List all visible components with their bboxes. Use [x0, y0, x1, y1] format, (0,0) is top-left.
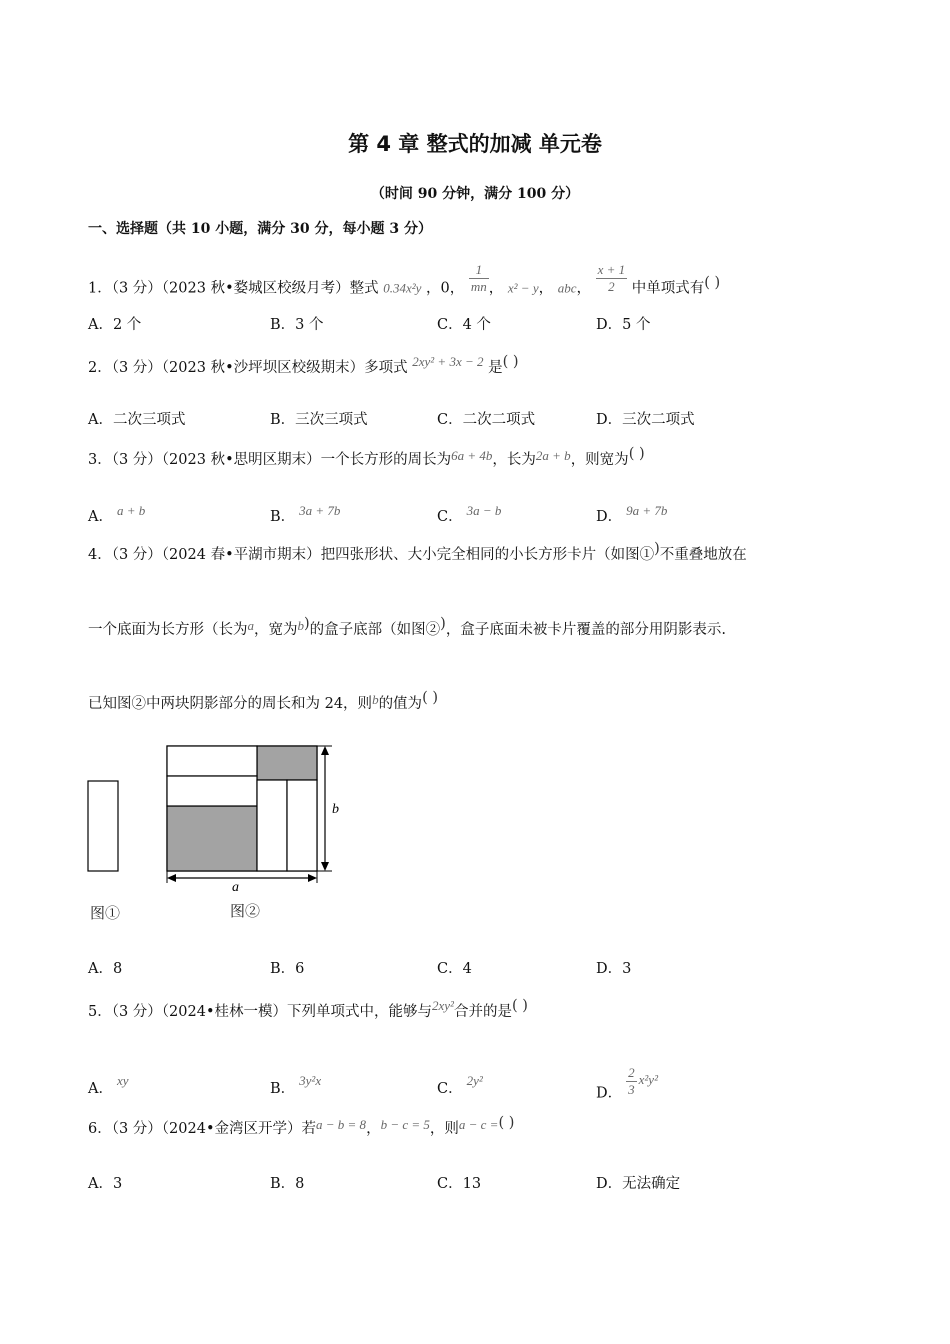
- fig2-shade-bottom-left: [167, 806, 257, 871]
- q1-prefix: 1．（3 分）（2023 秋•婺城区校级月考）整式: [88, 280, 379, 297]
- page-title: 第 4 章 整式的加减 单元卷: [348, 132, 602, 156]
- q5-option-d[interactable]: [596, 1065, 658, 1110]
- q3-d-label: D．: [596, 509, 623, 525]
- q5-option-a[interactable]: [88, 1073, 129, 1098]
- q5-c-label: C．: [437, 1081, 463, 1097]
- q4-line2c: 的盒子底部（如图②: [309, 622, 441, 638]
- q6-expr-3: a − c =: [458, 1117, 499, 1132]
- q6-option-c[interactable]: C．13: [437, 1176, 482, 1192]
- q1-expr-1: 0.34x²y: [383, 280, 422, 296]
- q4-line1-end: 不重叠地放在: [659, 547, 747, 563]
- q6-expr-2: b − c = 5: [380, 1117, 430, 1132]
- q3-option-a[interactable]: [88, 503, 146, 526]
- q1-suffix: 中单项式有: [631, 280, 705, 297]
- question-4-line-1: 4．（3 分）（2024 春•平湖市期末）把四张形状、大小完全相同的小长方形卡片（如图①)不重叠地放在: [88, 541, 747, 563]
- q3-b-label: B．: [270, 509, 296, 525]
- q5-a-label: A．: [88, 1081, 113, 1097]
- q1-option-d[interactable]: D．5 个: [596, 317, 651, 333]
- question-1: 1．（3 分）（2023 秋•婺城区校级月考）整式 0.34x²y ，0， $\frac{1}{mn}$ ， x² − y， abc， $\frac{x + 1}{2}$ 中单项式有( ): [88, 262, 721, 297]
- q5-prefix: 5．（3 分）（2024•桂林一模）下列单项式中，能够与: [88, 1004, 433, 1020]
- q5-paren: ( ): [511, 998, 528, 1014]
- q3-option-d[interactable]: [596, 503, 668, 526]
- q1-fraction-1: [469, 262, 489, 295]
- q6-option-d[interactable]: D．无法确定: [596, 1176, 681, 1192]
- q5-a-expr: xy: [116, 1073, 129, 1088]
- q6-prefix: 6．（3 分）（2024•金湾区开学）若: [88, 1121, 317, 1137]
- q5-suffix: 合并的是: [453, 1004, 512, 1020]
- q1-option-c[interactable]: C．4 个: [437, 317, 491, 333]
- q3-option-c[interactable]: [437, 503, 502, 526]
- q6-option-a[interactable]: A．3: [88, 1176, 123, 1192]
- question-4-line-2: 一个底面为长方形（长为a，宽为b)的盒子底部（如图②)，盒子底面未被卡片覆盖的部分用阴影表示.: [88, 616, 726, 638]
- q1-f2-num: x + 1: [597, 262, 626, 277]
- q4-line2a: 一个底面为长方形（长为: [88, 622, 248, 638]
- q5-d-expr-rest: x²y²: [638, 1071, 658, 1087]
- q3-prefix: 3．（3 分）（2023 秋•思明区期末）一个长方形的周长为: [88, 452, 452, 468]
- q3-paren: ( ): [628, 446, 645, 462]
- q3-option-b[interactable]: [270, 503, 341, 526]
- q3-suffix: ，则宽为: [570, 452, 629, 468]
- fig2-label-b: b: [332, 802, 339, 817]
- fig2-card-h1: [167, 746, 257, 776]
- fig1-caption: 图①: [90, 906, 121, 922]
- fig2-shade-top-right: [257, 746, 317, 780]
- question-6: [88, 1117, 514, 1138]
- question-5: [88, 1000, 528, 1021]
- q2-option-a[interactable]: A．二次三项式: [88, 412, 186, 428]
- fig2-card-v2: [287, 780, 317, 871]
- q3-b-expr: 3a + 7b: [299, 503, 341, 518]
- q4-figure: [80, 738, 360, 928]
- q5-option-b[interactable]: [270, 1073, 322, 1098]
- fig1-card: [88, 781, 118, 871]
- q1-paren: ( ): [704, 274, 721, 291]
- q5-b-label: B．: [270, 1081, 296, 1097]
- q1-option-a[interactable]: A．2 个: [88, 317, 142, 333]
- q6-expr-1: a − b = 8: [316, 1117, 367, 1132]
- q4-var-b-2: b: [372, 692, 379, 707]
- q4-line3b: 的值为: [378, 696, 423, 712]
- q1-f1-num: 1: [469, 262, 489, 279]
- q5-d-den: 3: [628, 1082, 635, 1097]
- question-2: [88, 356, 519, 377]
- q6-mid: ，则: [429, 1121, 459, 1137]
- q2-suffix: 是: [488, 360, 503, 376]
- q5-c-expr: 2y²: [466, 1073, 483, 1088]
- q2-expr: 2xy² + 3x − 2: [412, 354, 484, 369]
- q3-c-label: C．: [437, 509, 463, 525]
- q4-var-a: a: [247, 618, 254, 633]
- fig2-card-h2: [167, 776, 257, 806]
- q4-option-b[interactable]: B．6: [270, 961, 305, 977]
- q1-option-b[interactable]: B．3 个: [270, 317, 324, 333]
- q5-d-fraction: [626, 1065, 637, 1098]
- q2-prefix: 2．（3 分）（2023 秋•沙坪坝区校级期末）多项式: [88, 360, 408, 376]
- q3-mid: ，长为: [492, 452, 536, 468]
- q4-line1: 4．（3 分）（2024 春•平湖市期末）把四张形状、大小完全相同的小长方形卡片（如图①: [88, 547, 655, 563]
- q6-option-b[interactable]: B．8: [270, 1176, 305, 1192]
- section-heading: 一、选择题（共 10 小题，满分 30 分，每小题 3 分）: [88, 221, 432, 237]
- q5-d-label: D．: [596, 1085, 623, 1102]
- q1-fraction-2: [596, 262, 628, 295]
- q5-expr: 2xy²: [432, 998, 454, 1013]
- q4-line3a: 已知图②中两块阴影部分的周长和为 24，则: [88, 696, 373, 712]
- q1-expr-2: x² − y: [507, 280, 539, 296]
- page-subtitle: （时间 90 分钟，满分 100 分）: [370, 186, 580, 202]
- q6-sep: ，: [366, 1121, 381, 1137]
- q1-f2-den: 2: [608, 279, 615, 294]
- q1-expr-3: abc: [557, 280, 577, 296]
- q3-expr-2: 2a + b: [535, 448, 571, 463]
- q2-paren: ( ): [502, 354, 519, 370]
- fig2-caption: 图②: [230, 904, 261, 920]
- q4-option-a[interactable]: A．8: [88, 961, 123, 977]
- fig2-label-a: a: [232, 880, 239, 895]
- q4-paren: ( ): [422, 690, 438, 706]
- question-3: [88, 448, 645, 469]
- fig2-card-v1: [257, 780, 287, 871]
- q3-a-expr: a + b: [116, 503, 146, 518]
- q1-f1-den: mn: [470, 279, 487, 294]
- q5-b-expr: 3y²x: [299, 1073, 322, 1088]
- q4-option-d[interactable]: D．3: [596, 961, 632, 977]
- q5-d-num: 2: [628, 1065, 635, 1080]
- q4-option-c[interactable]: C．4: [437, 961, 472, 977]
- q5-option-c[interactable]: [437, 1073, 483, 1098]
- question-4-line-3: [88, 692, 438, 713]
- q4-var-b: b: [297, 618, 304, 633]
- q3-c-expr: 3a − b: [466, 503, 502, 518]
- q3-d-expr: 9a + 7b: [626, 503, 668, 518]
- q4-line2b: ，宽为: [254, 622, 298, 638]
- q2-option-b[interactable]: B．三次三项式: [270, 412, 368, 428]
- q4-line2d: ，盒子底面未被卡片覆盖的部分用阴影表示.: [445, 622, 726, 638]
- q1-sep: ，0，: [426, 280, 465, 297]
- q3-expr-1: 6a + 4b: [451, 448, 493, 463]
- q2-option-d[interactable]: D．三次二项式: [596, 412, 695, 428]
- q3-a-label: A．: [88, 509, 113, 525]
- q2-option-c[interactable]: C．二次二项式: [437, 412, 536, 428]
- q6-paren: ( ): [498, 1115, 515, 1131]
